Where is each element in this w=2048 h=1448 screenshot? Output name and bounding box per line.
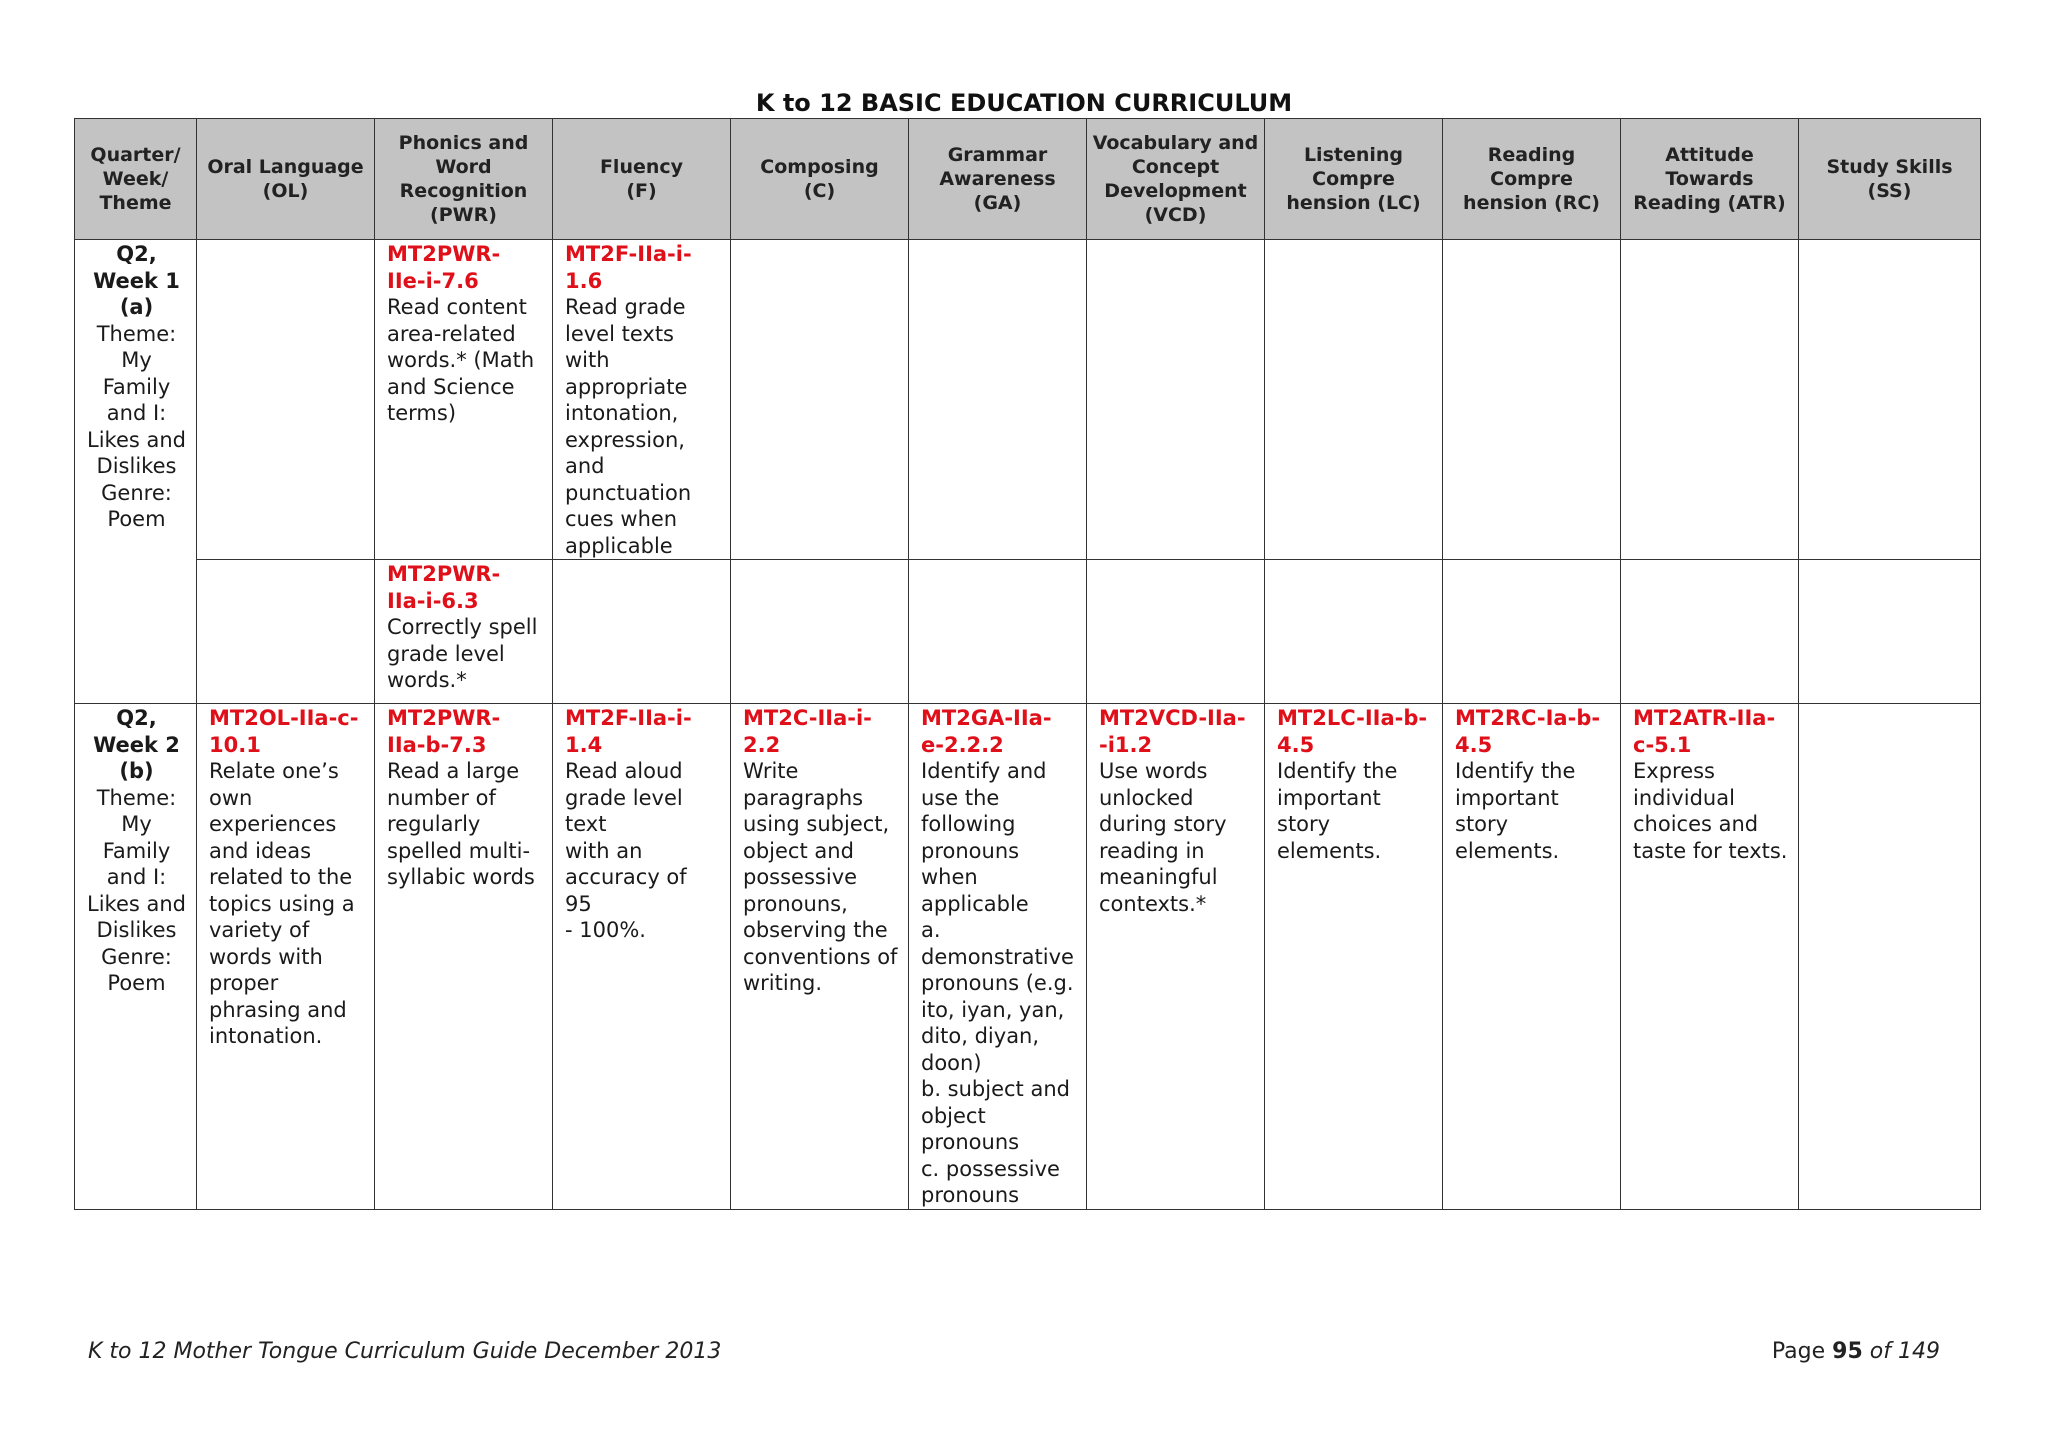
competency-text: Read grade level texts with appropriate intonation, expression, and punctuation cues when applicable: [565, 295, 692, 558]
cell-ol-week1b: [197, 560, 375, 704]
header-fluency: Fluency (F): [553, 119, 731, 240]
header-reading-comprehension: Reading Compre hension (RC): [1443, 119, 1621, 240]
curriculum-table: [74, 118, 1981, 1210]
competency-code: MT2F-IIa-i- 1.4: [565, 706, 692, 757]
theme-label: Theme: My Family and I: Likes and Dislikes Genre: Poem: [87, 321, 186, 531]
competency-text: Read aloud grade level text with an accuracy of 95 - 100%.: [565, 759, 687, 942]
page-label: Page: [1771, 1339, 1826, 1364]
competency-code: MT2PWR- IIa-i-6.3: [387, 562, 501, 613]
competency-code: MT2PWR- IIa-b-7.3: [387, 706, 501, 757]
competency-code: MT2LC-IIa-b- 4.5: [1277, 706, 1428, 757]
cell-c-week2: [731, 704, 909, 1210]
cell-atr-week1a: [1621, 240, 1799, 560]
cell-lc-week1b: [1265, 560, 1443, 704]
competency-code: MT2RC-Ia-b- 4.5: [1455, 706, 1601, 757]
header-phonics-word-recognition: Phonics and Word Recognition (PWR): [375, 119, 553, 240]
quarter-week-cell-week2: [75, 704, 197, 1210]
competency-text: Use words unlocked during story reading in meaningful contexts.*: [1099, 759, 1227, 916]
table-row: [75, 704, 1981, 1210]
competency-code: MT2GA-IIa- e-2.2.2: [921, 706, 1052, 757]
cell-pwr-week2: [375, 704, 553, 1210]
competency-text: Relate one’s own experiences and ideas related to the topics using a variety of words with proper phrasing and intonation.: [209, 759, 355, 1048]
header-study-skills: Study Skills (SS): [1799, 119, 1981, 240]
quarter-week-cell-week1: [75, 240, 197, 704]
quarter-label: Q2, Week 1 (a): [93, 242, 180, 319]
cell-pwr-week1a: [375, 240, 553, 560]
header-oral-language: Oral Language (OL): [197, 119, 375, 240]
cell-lc-week1a: [1265, 240, 1443, 560]
cell-ss-week1b: [1799, 560, 1981, 704]
cell-ol-week2: [197, 704, 375, 1210]
cell-f-week1b: [553, 560, 731, 704]
cell-vcd-week2: [1087, 704, 1265, 1210]
competency-text: Identify the important story elements.: [1455, 759, 1576, 863]
footer-guide-title: K to 12 Mother Tongue Curriculum Guide December 2013: [88, 1339, 722, 1364]
header-attitude-towards-reading: Attitude Towards Reading (ATR): [1621, 119, 1799, 240]
competency-code: MT2VCD-IIa- -i1.2: [1099, 706, 1246, 757]
competency-text: Correctly spell grade level words.*: [387, 615, 538, 692]
header-quarter-week-theme: Quarter/ Week/ Theme: [75, 119, 197, 240]
cell-pwr-week1b: [375, 560, 553, 704]
table-row: [75, 560, 1981, 704]
competency-code: MT2C-IIa-i- 2.2: [743, 706, 872, 757]
competency-text: Identify and use the following pronouns when applicable a. demonstrative pronouns (e.g. ito, iyan, yan, dito, diyan, doon) b. subject and object pronouns c. possessive pronouns: [921, 759, 1074, 1207]
table-row: [75, 240, 1981, 560]
cell-c-week1a: [731, 240, 909, 560]
cell-ol-week1a: [197, 240, 375, 560]
cell-vcd-week1b: [1087, 560, 1265, 704]
competency-text: Write paragraphs using subject, object and possessive pronouns, observing the conventions of writing.: [743, 759, 898, 995]
cell-ga-week1a: [909, 240, 1087, 560]
competency-text: Read content area-related words.* (Math and Science terms): [387, 295, 535, 425]
page-total: of 149: [1869, 1339, 1940, 1364]
competency-code: MT2ATR-IIa- c-5.1: [1633, 706, 1776, 757]
cell-rc-week1b: [1443, 560, 1621, 704]
header-row: [75, 119, 1981, 240]
cell-ga-week1b: [909, 560, 1087, 704]
cell-rc-week2: [1443, 704, 1621, 1210]
cell-atr-week2: [1621, 704, 1799, 1210]
competency-code: MT2F-IIa-i- 1.6: [565, 242, 692, 293]
theme-label: Theme: My Family and I: Likes and Dislikes Genre: Poem: [87, 785, 186, 995]
cell-f-week2: [553, 704, 731, 1210]
cell-ss-week1a: [1799, 240, 1981, 560]
competency-text: Identify the important story elements.: [1277, 759, 1398, 863]
cell-atr-week1b: [1621, 560, 1799, 704]
competency-code: MT2OL-IIa-c- 10.1: [209, 706, 359, 757]
cell-vcd-week1a: [1087, 240, 1265, 560]
quarter-label: Q2, Week 2 (b): [93, 706, 180, 783]
footer-page-indicator: [1772, 1339, 1940, 1364]
document-title: K to 12 BASIC EDUCATION CURRICULUM: [755, 89, 1293, 117]
page-number: 95: [1832, 1339, 1863, 1364]
cell-lc-week2: [1265, 704, 1443, 1210]
cell-rc-week1a: [1443, 240, 1621, 560]
header-composing: Composing (C): [731, 119, 909, 240]
competency-code: MT2PWR- IIe-i-7.6: [387, 242, 501, 293]
competency-text: Express individual choices and taste for texts.: [1633, 759, 1788, 863]
competency-text: Read a large number of regularly spelled multi- syllabic words: [387, 759, 535, 889]
header-vocabulary-concept-development: Vocabulary and Concept Development (VCD): [1087, 119, 1265, 240]
header-listening-comprehension: Listening Compre hension (LC): [1265, 119, 1443, 240]
header-grammar-awareness: Grammar Awareness (GA): [909, 119, 1087, 240]
cell-ga-week2: [909, 704, 1087, 1210]
cell-ss-week2: [1799, 704, 1981, 1210]
cell-c-week1b: [731, 560, 909, 704]
cell-f-week1a: [553, 240, 731, 560]
